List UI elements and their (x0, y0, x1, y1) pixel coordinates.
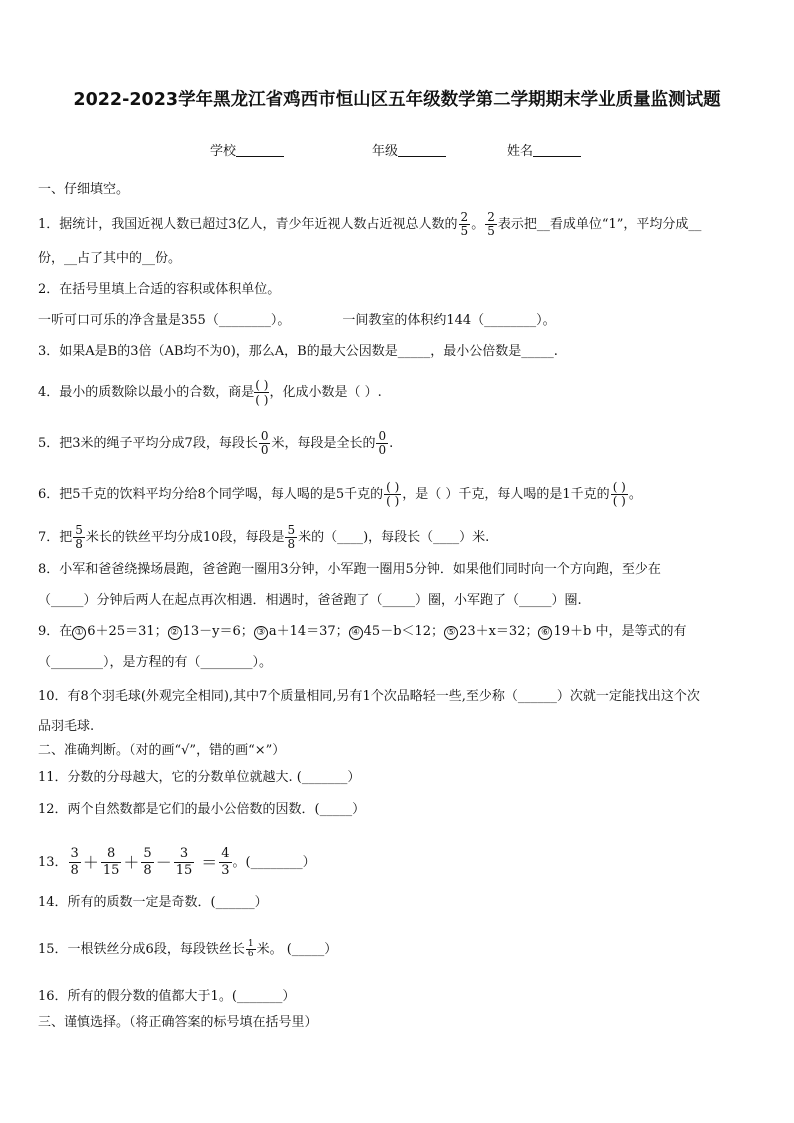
school-blank (236, 143, 284, 157)
question-4: 4．最小的质数除以最小的合数，商是 $\frac{( )}{( )}$ ，化成小数是（ ）. (38, 378, 382, 407)
question-9: 9．在 ① 6＋25＝31； ② 13－y＝6； ③ a＋14＝37； ④ 45－b＜12； ⑤ 23＋x＝32； ⑥ 19＋b 中，是等式的有 (38, 624, 687, 639)
question-7: 7．把 $\frac{5}{8}$ 米长的铁丝平均分成10段，每段是 $\frac{5}{8}$ 米的（____)，每段长（____）米. (38, 523, 490, 551)
fraction-two-fifths: $\frac{2}{5}$ (460, 210, 469, 238)
fraction-five-eighths: $\frac{5}{8}$ (75, 523, 83, 551)
fraction-1-6: $\frac{1}{6}$ (247, 939, 254, 959)
question-14: 14．所有的质数一定是奇数．(______） (38, 895, 268, 910)
question-6: 6．把5千克的饮料平均分给8个同学喝，每人喝的是5千克的 $\frac{( )}{( )}$ ，是（ ）千克，每人喝的是1千克的 $\frac{( )}{( )}$ 。 (38, 480, 642, 508)
fraction-8-15: $\frac{8}{15}$ (102, 846, 120, 878)
page-title: 2022-2023学年黑龙江省鸡西市恒山区五年级数学第二学期期末学业质量监测试题 (73, 90, 721, 110)
circled-number-5: ⑤ (444, 626, 458, 640)
question-12: 12．两个自然数都是它们的最小公倍数的因数．(_____） (38, 802, 366, 817)
question-10-cont: 品羽毛球. (38, 719, 95, 734)
question-1-cont: 份，__占了其中的__份。 (38, 251, 182, 266)
question-15: 15．一根铁丝分成6段，每段铁丝长 $\frac{1}{6}$ 米。 (_____） (38, 939, 338, 959)
circled-number-1: ① (72, 626, 86, 640)
section-1-heading: 一、仔细填空。 (38, 182, 130, 197)
fraction-two-fifths-2: $\frac{2}{5}$ (487, 210, 495, 238)
fraction-3-15: $\frac{3}{15}$ (175, 846, 193, 878)
grade-blank (398, 143, 446, 157)
question-16: 16．所有的假分数的值都大于1。(_______） (38, 989, 296, 1004)
question-10: 10．有8个羽毛球(外观完全相同),其中7个质量相同,另有1个次品略轻一些,至少称（______）次就一定能找出这个次 (38, 689, 700, 704)
name-blank (533, 143, 581, 157)
section-2-heading: 二、准确判断。（对的画“√”，错的画“×”） (38, 743, 286, 758)
school-field: 学校 (210, 140, 284, 159)
circled-number-4: ④ (349, 626, 363, 640)
fraction-blank-zero-2: $\frac{0}{0}$ (378, 429, 387, 457)
question-3: 3．如果A是B的3倍（AB均不为0)，那么A，B的最大公因数是_____，最小公倍数是_____. (38, 344, 558, 359)
fraction-blank-paren-2: $\frac{( )}{( )}$ (612, 480, 626, 508)
question-1: 1．据统计，我国近视人数已超过3亿人，青少年近视人数占近视总人数的 $\frac{2}{5}$ 。 $\frac{2}{5}$ 表示把__看成单位“1”，平均分成__ (38, 210, 702, 238)
question-9-cont: （________），是方程的有（________）。 (38, 655, 273, 670)
question-2-items: 一听可口可乐的净含量是355（________）。 一间教室的体积约144（________）。 (38, 313, 556, 328)
question-5: 5．把3米的绳子平均分成7段，每段长 $\frac{0}{0}$ 米，每段是全长的 $\frac{0}{0}$ . (38, 429, 394, 457)
fraction-blank-paren: $\frac{( )}{( )}$ (386, 480, 400, 508)
question-13: 13． $\frac{3}{8}$ ＋ $\frac{8}{15}$ ＋ $\frac{5}{8}$ － $\frac{3}{15}$ ＝ $\frac{4}{3}$ 。(________） (38, 846, 316, 878)
fraction-blank-zero: $\frac{0}{0}$ (260, 429, 269, 457)
question-8: 8．小军和爸爸绕操场晨跑，爸爸跑一圈用3分钟，小军跑一圈用5分钟．如果他们同时向一个方向跑，至少在 (38, 562, 661, 577)
fraction-5-8: $\frac{5}{8}$ (143, 846, 152, 878)
fraction-five-eighths-2: $\frac{5}{8}$ (287, 523, 296, 551)
name-field: 姓名 (507, 140, 581, 159)
grade-field: 年级 (372, 140, 446, 159)
question-11: 11．分数的分母越大，它的分数单位就越大. (_______） (38, 770, 361, 785)
circled-number-3: ③ (254, 626, 268, 640)
circled-number-2: ② (168, 626, 182, 640)
fraction-blank: $\frac{( )}{( )}$ (255, 378, 269, 407)
fraction-4-3: $\frac{4}{3}$ (221, 846, 230, 878)
circled-number-6: ⑥ (538, 626, 552, 640)
question-8-cont: （_____）分钟后两人在起点再次相遇．相遇时，爸爸跑了（_____）圈，小军跑了（_____）圈. (38, 593, 582, 608)
section-3-heading: 三、谨慎选择。（将正确答案的标号填在括号里） (38, 1015, 318, 1030)
fraction-3-8: $\frac{3}{8}$ (70, 846, 79, 878)
question-2: 2．在括号里填上合适的容积或体积单位。 (38, 282, 281, 297)
